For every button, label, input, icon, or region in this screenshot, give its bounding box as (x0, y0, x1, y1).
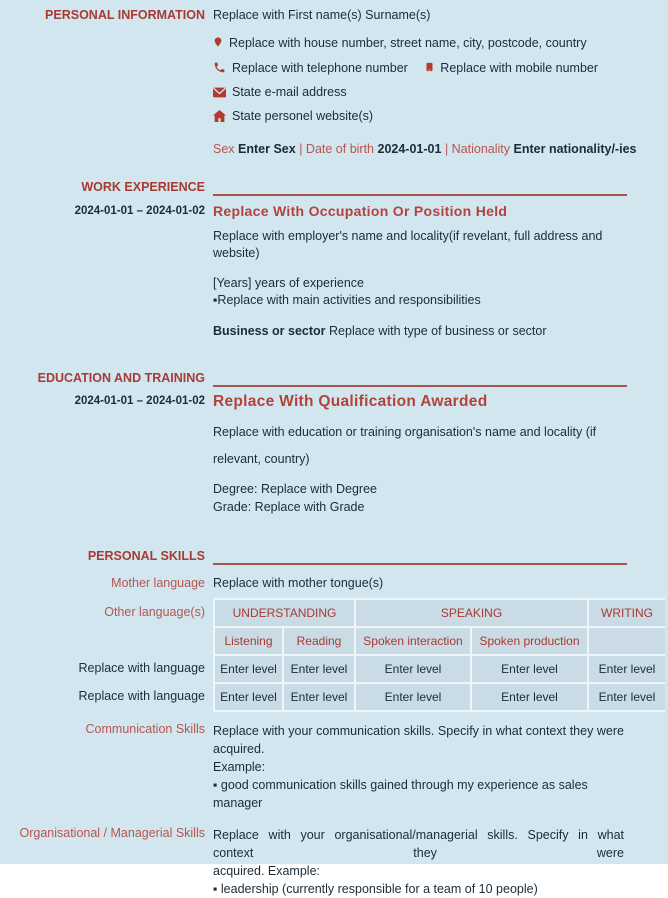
organisational-skills-label: Organisational / Managerial Skills (19, 826, 205, 840)
communication-skills-label: Communication Skills (85, 722, 205, 736)
spoken-production-subheader: Spoken production (472, 628, 587, 654)
degree-grade-row (0, 480, 668, 516)
section-divider-rule (213, 563, 627, 565)
sex-value: Enter Sex (238, 142, 296, 156)
separator: | (444, 142, 449, 156)
personal-skills-section-label: PERSONAL SKILLS (87, 549, 205, 563)
phone-row (0, 60, 668, 75)
organisational-skills-line: Replace with your organisational/managerial skills. Specify in what context they were (213, 828, 624, 860)
full-name-placeholder: Replace with First name(s) Surname(s) (213, 8, 431, 22)
education-section-label: EDUCATION AND TRAINING (37, 371, 205, 385)
language-row-label: Replace with language (78, 661, 205, 675)
degree-line: Degree: Replace with Degree (213, 482, 377, 496)
nationality-value: Enter nationality/-ies (513, 142, 637, 156)
language-row-label: Replace with language (78, 689, 205, 703)
phone-icon (213, 61, 226, 74)
understanding-header: UNDERSTANDING (215, 600, 354, 626)
business-sector-value: Replace with type of business or sector (325, 324, 547, 338)
level-cell: Enter level (589, 684, 665, 710)
organisational-skills-line: ▪ leadership (currently responsible for a team of 10 people) (213, 882, 538, 896)
empty-cell (589, 628, 665, 654)
communication-skills-line: Example: (213, 760, 266, 774)
website-row (0, 109, 668, 123)
speaking-header: SPEAKING (356, 600, 587, 626)
organisational-skills-row (0, 826, 668, 898)
sex-dob-nationality-row (0, 142, 668, 156)
level-cell: Enter level (472, 656, 587, 682)
communication-skills-row (0, 722, 668, 812)
years-of-experience-line: [Years] years of experience (213, 276, 365, 290)
mobile-phone-icon (425, 60, 434, 74)
work-dates: 2024-01-01 – 2024-01-02 (74, 205, 205, 217)
business-sector-label: Business or sector (213, 324, 326, 338)
section-divider-rule (213, 194, 627, 196)
other-languages-label: Other language(s) (104, 605, 205, 619)
grade-line: Grade: Replace with Grade (213, 500, 365, 514)
listening-subheader: Listening (215, 628, 282, 654)
education-dates: 2024-01-01 – 2024-01-02 (74, 395, 205, 407)
personal-information-section-label: PERSONAL INFORMATION (45, 8, 205, 22)
level-cell: Enter level (472, 684, 587, 710)
level-cell: Enter level (215, 656, 282, 682)
spoken-interaction-subheader: Spoken interaction (356, 628, 470, 654)
dob-value: 2024-01-01 (377, 142, 442, 156)
communication-skills-line: Replace with your communication skills. Specify in what context they were acquired. (213, 724, 624, 756)
qualification-title: Replace With Qualification Awarded (213, 393, 488, 410)
home-icon (213, 110, 226, 122)
level-cell: Enter level (284, 684, 354, 710)
personal-skills-header-row (0, 549, 668, 565)
sex-label: Sex (213, 142, 235, 156)
writing-header: WRITING (589, 600, 665, 626)
experience-details-row (0, 275, 668, 309)
reading-subheader: Reading (284, 628, 354, 654)
email-row (0, 85, 668, 99)
telephone-placeholder: Replace with telephone number (232, 61, 408, 75)
envelope-icon (213, 87, 226, 98)
mother-language-value: Replace with mother tongue(s) (213, 576, 384, 590)
work-experience-header-row (0, 180, 668, 196)
level-cell: Enter level (356, 656, 470, 682)
address-placeholder: Replace with house number, street name, city, postcode, country (229, 36, 587, 50)
dob-label: Date of birth (305, 142, 375, 156)
level-cell: Enter level (356, 684, 470, 710)
occupation-title: Replace With Occupation Or Position Held (213, 203, 508, 219)
level-cell: Enter level (284, 656, 354, 682)
separator: | (299, 142, 303, 156)
section-divider-rule (213, 385, 627, 387)
language-skills-table (213, 598, 665, 712)
business-sector-row (0, 324, 668, 338)
personal-information-header-row (0, 0, 668, 22)
organisation-placeholder: Replace with education or training organisation's name and locality (if relevant, country) (213, 425, 597, 466)
communication-skills-line: ▪ good communication skills gained through my experience as sales manager (213, 778, 588, 810)
website-placeholder: State personel website(s) (232, 109, 374, 123)
languages-table-row (0, 598, 668, 712)
mobile-placeholder: Replace with mobile number (440, 61, 599, 75)
mother-language-row (0, 576, 668, 590)
nationality-label: Nationality (451, 142, 511, 156)
education-title-row (0, 393, 668, 411)
location-pin-icon (213, 35, 223, 49)
work-experience-section-label: WORK EXPERIENCE (81, 180, 205, 194)
level-cell: Enter level (589, 656, 665, 682)
email-placeholder: State e-mail address (232, 85, 347, 99)
employer-row (0, 228, 668, 262)
main-activities-line: ▪Replace with main activities and responsibilities (213, 293, 481, 307)
education-organisation-row (0, 419, 668, 473)
mother-language-label: Mother language (111, 576, 205, 590)
address-row (0, 35, 668, 50)
employer-placeholder: Replace with employer's name and locality(if revelant, full address and website) (213, 229, 603, 260)
organisational-skills-line: acquired. Example: (213, 864, 321, 878)
work-title-row (0, 203, 668, 219)
level-cell: Enter level (215, 684, 282, 710)
education-header-row (0, 371, 668, 387)
